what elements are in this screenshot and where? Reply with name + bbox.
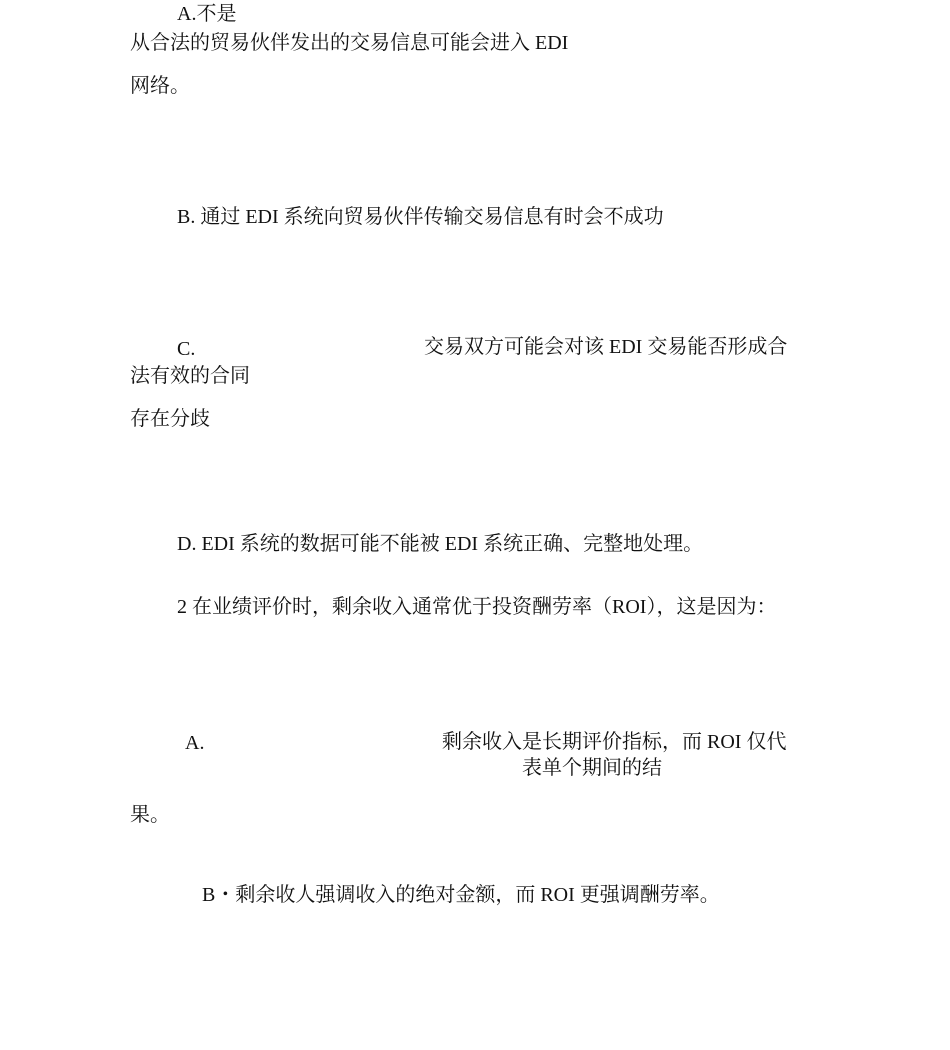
q2-option-a-text-line2: 表单个期间的结 [522, 757, 662, 779]
q1-option-b: B. 通过 EDI 系统向贸易伙伴传输交易信息有时会不成功 [177, 206, 664, 228]
q2-option-a-label: A. [185, 732, 205, 754]
q2-option-b: B・剩余收人强调收入的绝对金额，而 ROI 更强调酬劳率。 [202, 884, 720, 906]
q1-option-d: D. EDI 系统的数据可能不能被 EDI 系统正确、完整地处理。 [177, 533, 704, 555]
q1-option-a-text-line1: 从合法的贸易伙伴发出的交易信息可能会进入 EDI [130, 32, 569, 54]
q1-option-c-text-line3: 存在分歧 [130, 408, 210, 430]
q1-option-a-label: A.不是 [177, 3, 237, 25]
q2-option-a-text-line3: 果。 [130, 804, 170, 826]
q2-question: 2 在业绩评价时，剩余收入通常优于投资酬劳率（ROI），这是因为： [177, 596, 777, 618]
q1-option-a-text-line2: 网络。 [130, 75, 190, 97]
q1-option-c-text: 交易双方可能会对该 EDI 交易能否形成合 [424, 336, 788, 358]
q2-option-a-text: 剩余收入是长期评价指标，而 ROI 仅代 [442, 731, 787, 753]
q1-option-c-text-line2: 法有效的合同 [130, 365, 250, 387]
q1-option-c-label: C. [177, 338, 196, 360]
